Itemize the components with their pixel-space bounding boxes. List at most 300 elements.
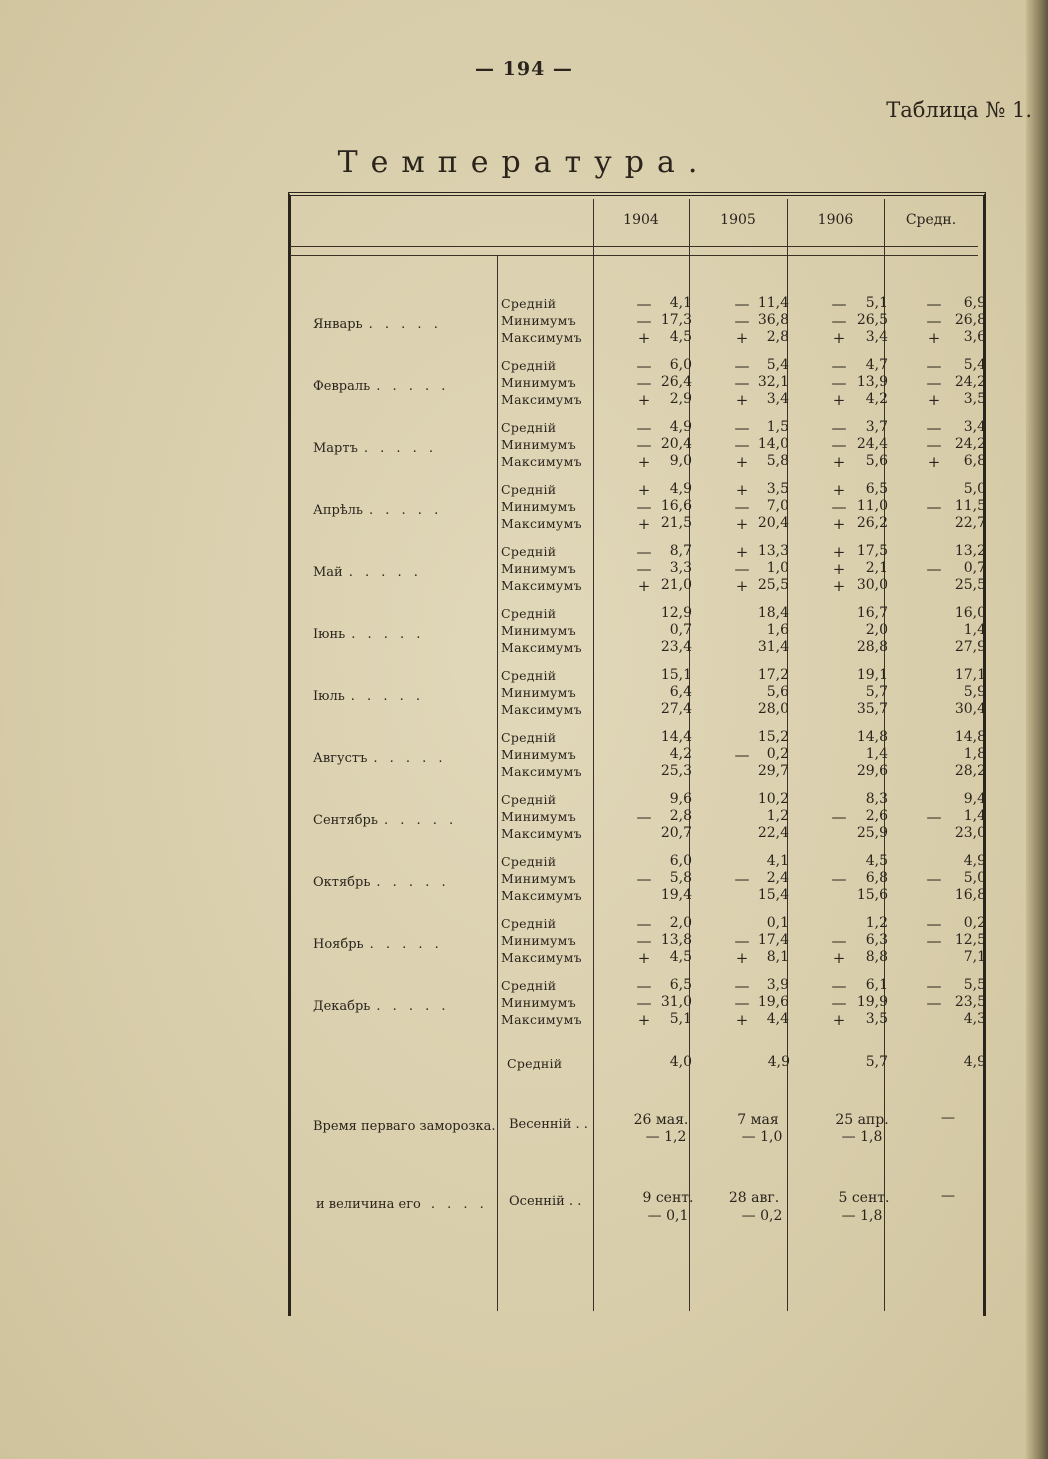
stat-label: Средній: [501, 668, 557, 683]
data-cell: 6,1: [865, 977, 888, 993]
minus-sign: —: [636, 808, 652, 826]
data-cell: 4,5: [669, 949, 692, 965]
data-cell: 9,6: [669, 791, 692, 807]
frost-magnitude-label: и величина его . . . .: [316, 1197, 488, 1212]
leader-dots: . . . . .: [383, 813, 458, 828]
data-cell: 5,9: [963, 684, 986, 700]
frost-autumn-date-1905: 28 авг.: [728, 1190, 780, 1206]
data-cell: 5,4: [766, 357, 789, 373]
plus-sign: +: [832, 329, 846, 347]
stat-label: Минимумъ: [501, 437, 576, 452]
stat-label: Максимумъ: [501, 702, 582, 717]
stat-label: Средній: [501, 854, 557, 869]
stat-label: Максимумъ: [501, 950, 582, 965]
minus-sign: —: [831, 994, 847, 1012]
data-cell: 6,3: [865, 932, 888, 948]
data-cell: 11,4: [757, 295, 789, 311]
annual-mean-label: Средній: [507, 1056, 563, 1071]
data-cell: 5,1: [865, 295, 888, 311]
plus-sign: +: [637, 481, 651, 499]
stat-label: Минимумъ: [501, 623, 576, 638]
minus-sign: —: [734, 357, 750, 375]
data-cell: 24,4: [856, 436, 888, 452]
data-cell: 5,4: [963, 357, 986, 373]
frost-spring-label: Весенній . .: [509, 1117, 588, 1132]
leader-dots: . . . . .: [348, 565, 422, 580]
data-cell: 28,2: [954, 763, 986, 779]
data-cell: 32,1: [757, 374, 789, 390]
leader-dots: . . . . .: [369, 503, 443, 518]
data-cell: 16,6: [660, 498, 692, 514]
frost-spring-value-1904: — 1,2: [645, 1129, 687, 1145]
plus-sign: +: [832, 560, 846, 578]
data-cell: 26,4: [660, 374, 692, 390]
stat-label: Средній: [501, 420, 557, 435]
data-cell: 12,9: [660, 605, 692, 621]
data-cell: 27,4: [660, 701, 692, 717]
data-cell: 27,9: [954, 639, 986, 655]
data-cell: 5,6: [766, 684, 789, 700]
data-cell: 1,8: [963, 746, 986, 762]
minus-sign: —: [636, 357, 652, 375]
data-cell: 6,0: [669, 853, 692, 869]
data-cell: 24,2: [954, 436, 986, 452]
month-label: [313, 751, 447, 766]
plus-sign: +: [637, 1011, 651, 1029]
stat-label: Максимумъ: [501, 330, 582, 345]
stat-label: Средній: [501, 358, 557, 373]
data-cell: 1,2: [766, 808, 789, 824]
plus-sign: +: [832, 949, 846, 967]
plus-sign: +: [735, 1011, 749, 1029]
data-cell: 10,2: [757, 791, 789, 807]
frost-autumn-value-1905: — 0,2: [741, 1208, 783, 1224]
data-cell: 21,0: [660, 577, 692, 593]
minus-sign: —: [636, 560, 652, 578]
frost-spring-value-1905: — 1,0: [741, 1129, 783, 1145]
minus-sign: —: [926, 498, 942, 516]
data-cell: 1,4: [865, 746, 888, 762]
data-cell: 5,7: [865, 684, 888, 700]
data-cell: 4,9: [669, 419, 692, 435]
data-cell: 31,4: [757, 639, 789, 655]
data-cell: 19,4: [660, 887, 692, 903]
month-label: [313, 627, 424, 642]
data-cell: 8,1: [766, 949, 789, 965]
page-edge-shadow: [1026, 0, 1048, 1459]
minus-sign: —: [636, 543, 652, 561]
column-header-mean: Средн.: [905, 212, 957, 228]
frost-autumn-label: Осенній . .: [509, 1194, 582, 1209]
data-cell: 2,6: [865, 808, 888, 824]
minus-sign: —: [926, 977, 942, 995]
stat-label: Минимумъ: [501, 375, 576, 390]
column-divider: [497, 255, 498, 1311]
data-cell: 2,8: [766, 329, 789, 345]
data-cell: 4,2: [669, 746, 692, 762]
data-cell: 16,7: [856, 605, 888, 621]
stat-label: Средній: [501, 978, 557, 993]
minus-sign: —: [734, 374, 750, 392]
plus-sign: +: [735, 515, 749, 533]
data-cell: 36,8: [757, 312, 789, 328]
data-cell: 7,1: [963, 949, 986, 965]
plus-sign: +: [735, 329, 749, 347]
minus-sign: —: [636, 915, 652, 933]
minus-sign: —: [831, 357, 847, 375]
data-cell: 0,2: [963, 915, 986, 931]
data-cell: 17,1: [954, 667, 986, 683]
data-cell: 5,0: [963, 481, 986, 497]
data-cell: 25,9: [856, 825, 888, 841]
data-cell: 8,7: [669, 543, 692, 559]
plus-sign: +: [735, 453, 749, 471]
plus-sign: +: [637, 391, 651, 409]
column-divider: [593, 199, 594, 1311]
data-cell: 7,0: [766, 498, 789, 514]
column-header-1904: 1904: [623, 212, 659, 228]
stat-label: Минимумъ: [501, 499, 576, 514]
annual-mean-1905: 4,9: [767, 1054, 790, 1070]
data-cell: 14,4: [660, 729, 692, 745]
month-label: [313, 689, 424, 704]
data-cell: 1,6: [766, 622, 789, 638]
data-cell: 3,6: [963, 329, 986, 345]
data-cell: 16,8: [954, 887, 986, 903]
data-cell: 6,8: [963, 453, 986, 469]
minus-sign: —: [734, 498, 750, 516]
data-cell: 3,3: [669, 560, 692, 576]
data-cell: 15,2: [757, 729, 789, 745]
stat-label: Максимумъ: [501, 516, 582, 531]
data-cell: 2,8: [669, 808, 692, 824]
plus-sign: +: [637, 949, 651, 967]
plus-sign: +: [735, 949, 749, 967]
minus-sign: —: [636, 870, 652, 888]
data-cell: 8,8: [865, 949, 888, 965]
stat-label: Максимумъ: [501, 888, 582, 903]
data-cell: 0,2: [766, 746, 789, 762]
data-cell: 6,0: [669, 357, 692, 373]
month-label: [313, 317, 442, 332]
data-cell: 6,9: [963, 295, 986, 311]
data-cell: 4,5: [669, 329, 692, 345]
data-cell: 4,1: [766, 853, 789, 869]
header-rule: [290, 246, 978, 247]
data-cell: 0,7: [669, 622, 692, 638]
data-cell: 9,4: [963, 791, 986, 807]
minus-sign: —: [831, 808, 847, 826]
minus-sign: —: [831, 312, 847, 330]
annual-mean-1904: 4,0: [669, 1054, 692, 1070]
plus-sign: +: [735, 577, 749, 595]
data-cell: 3,4: [766, 391, 789, 407]
data-cell: 26,5: [856, 312, 888, 328]
data-cell: 30,0: [856, 577, 888, 593]
minus-sign: —: [926, 295, 942, 313]
minus-sign: —: [636, 374, 652, 392]
minus-sign: —: [926, 357, 942, 375]
data-cell: 3,4: [865, 329, 888, 345]
plus-sign: +: [735, 543, 749, 561]
data-cell: 30,4: [954, 701, 986, 717]
minus-sign: —: [636, 977, 652, 995]
minus-sign: —: [926, 808, 942, 826]
minus-sign: —: [926, 419, 942, 437]
data-cell: 13,3: [757, 543, 789, 559]
data-cell: 23,4: [660, 639, 692, 655]
month-label: [313, 875, 450, 890]
data-cell: 29,6: [856, 763, 888, 779]
leader-dots: . . . . .: [368, 317, 442, 332]
leader-dots: . . . . .: [351, 627, 425, 642]
data-cell: 17,5: [856, 543, 888, 559]
minus-sign: —: [636, 295, 652, 313]
data-cell: 3,5: [963, 391, 986, 407]
plus-sign: +: [832, 453, 846, 471]
month-name: Февраль: [313, 379, 371, 394]
data-cell: 2,0: [865, 622, 888, 638]
stat-label: Максимумъ: [501, 764, 582, 779]
data-cell: 29,7: [757, 763, 789, 779]
minus-sign: —: [734, 295, 750, 313]
minus-sign: —: [734, 419, 750, 437]
column-header-1906: 1906: [817, 212, 854, 228]
data-cell: 5,1: [669, 1011, 692, 1027]
data-cell: 0,1: [766, 915, 789, 931]
stat-label: Максимумъ: [501, 454, 582, 469]
data-cell: 2,0: [669, 915, 692, 931]
month-name: Апрѣль: [313, 503, 364, 518]
plus-sign: +: [927, 391, 941, 409]
data-cell: 1,0: [766, 560, 789, 576]
table-number: Таблица № 1.: [886, 98, 1032, 122]
leader-dots: . . . . .: [369, 937, 443, 952]
stat-label: Минимумъ: [501, 313, 576, 328]
plus-sign: +: [832, 1011, 846, 1029]
minus-sign: —: [831, 374, 847, 392]
stat-label: Максимумъ: [501, 392, 582, 407]
stat-label: Средній: [501, 730, 557, 745]
data-cell: 5,8: [766, 453, 789, 469]
data-cell: 4,7: [865, 357, 888, 373]
minus-sign: —: [636, 419, 652, 437]
minus-sign: —: [926, 870, 942, 888]
data-cell: 6,8: [865, 870, 888, 886]
frost-spring-date-1904: 26 мая.: [633, 1112, 689, 1128]
data-cell: 17,4: [757, 932, 789, 948]
month-name: Іюль: [313, 689, 345, 704]
frost-spring-mean: —: [941, 1110, 955, 1126]
data-cell: 3,5: [865, 1011, 888, 1027]
leader-dots: . . . . .: [373, 751, 447, 766]
data-cell: 11,5: [954, 498, 986, 514]
minus-sign: —: [831, 977, 847, 995]
stat-label: Средній: [501, 916, 557, 931]
data-cell: 5,5: [963, 977, 986, 993]
stat-label: Минимумъ: [501, 809, 576, 824]
data-cell: 4,9: [669, 481, 692, 497]
minus-sign: —: [734, 312, 750, 330]
leader-dots: . . . . .: [363, 441, 438, 456]
leader-dots: . . . . .: [350, 689, 424, 704]
data-cell: 4,9: [963, 853, 986, 869]
data-cell: 2,4: [766, 870, 789, 886]
plus-sign: +: [637, 577, 651, 595]
data-cell: 1,2: [865, 915, 888, 931]
month-label: [313, 999, 450, 1014]
data-cell: 19,6: [757, 994, 789, 1010]
stat-label: Максимумъ: [501, 1012, 582, 1027]
frost-spring-value-1906: — 1,8: [841, 1129, 883, 1145]
plus-sign: +: [735, 391, 749, 409]
data-cell: 1,5: [766, 419, 789, 435]
column-header-1905: 1905: [720, 212, 756, 228]
plus-sign: +: [927, 453, 941, 471]
minus-sign: —: [926, 374, 942, 392]
data-cell: 12,5: [954, 932, 986, 948]
month-name: Декабрь: [313, 999, 371, 1014]
data-cell: 3,4: [963, 419, 986, 435]
minus-sign: —: [636, 312, 652, 330]
data-cell: 21,5: [660, 515, 692, 531]
stat-label: Минимумъ: [501, 995, 576, 1010]
data-cell: 20,4: [757, 515, 789, 531]
data-cell: 22,7: [954, 515, 986, 531]
leader-dots: . . . . .: [376, 999, 450, 1014]
stat-label: Минимумъ: [501, 561, 576, 576]
stat-label: Минимумъ: [501, 747, 576, 762]
plus-sign: +: [927, 329, 941, 347]
minus-sign: —: [831, 419, 847, 437]
stat-label: Максимумъ: [501, 578, 582, 593]
data-cell: 4,1: [669, 295, 692, 311]
frost-autumn-date-1904: 9 сент.: [642, 1190, 694, 1206]
data-cell: 6,5: [669, 977, 692, 993]
data-cell: 24,2: [954, 374, 986, 390]
data-cell: 18,4: [757, 605, 789, 621]
data-cell: 3,7: [865, 419, 888, 435]
header-rule-2: [290, 255, 978, 256]
minus-sign: —: [734, 436, 750, 454]
data-cell: 26,8: [954, 312, 986, 328]
frost-autumn-value-1906: — 1,8: [841, 1208, 883, 1224]
data-cell: 8,3: [865, 791, 888, 807]
plus-sign: +: [832, 391, 846, 409]
month-name: Май: [313, 565, 343, 580]
data-cell: 5,0: [963, 870, 986, 886]
data-cell: 17,2: [757, 667, 789, 683]
minus-sign: —: [734, 870, 750, 888]
data-cell: 23,0: [954, 825, 986, 841]
minus-sign: —: [926, 994, 942, 1012]
data-cell: 28,8: [856, 639, 888, 655]
month-label: [313, 813, 457, 828]
data-cell: 25,3: [660, 763, 692, 779]
minus-sign: —: [831, 870, 847, 888]
minus-sign: —: [926, 312, 942, 330]
minus-sign: —: [734, 994, 750, 1012]
stat-label: Минимумъ: [501, 871, 576, 886]
data-cell: 19,1: [856, 667, 888, 683]
minus-sign: —: [734, 932, 750, 950]
stat-label: Максимумъ: [501, 640, 582, 655]
month-label: [313, 937, 443, 952]
data-cell: 5,8: [669, 870, 692, 886]
data-cell: 11,0: [856, 498, 888, 514]
data-cell: 4,5: [865, 853, 888, 869]
minus-sign: —: [636, 932, 652, 950]
plus-sign: +: [637, 515, 651, 533]
data-cell: 6,5: [865, 481, 888, 497]
page-number: — 194 —: [475, 58, 573, 80]
minus-sign: —: [926, 560, 942, 578]
data-cell: 4,3: [963, 1011, 986, 1027]
frost-label: Время перваго заморозка.: [313, 1119, 496, 1134]
data-cell: 1,4: [963, 808, 986, 824]
minus-sign: —: [734, 977, 750, 995]
minus-sign: —: [734, 560, 750, 578]
frost-autumn-mean: —: [941, 1188, 955, 1204]
month-name: Мартъ: [313, 441, 358, 456]
plus-sign: +: [832, 543, 846, 561]
month-name: Сентябрь: [313, 813, 378, 828]
data-cell: 17,3: [660, 312, 692, 328]
plus-sign: +: [637, 453, 651, 471]
month-label: [313, 441, 437, 456]
data-cell: 9,0: [669, 453, 692, 469]
data-cell: 6,4: [669, 684, 692, 700]
data-cell: 22,4: [757, 825, 789, 841]
month-label: [313, 379, 449, 394]
data-cell: 28,0: [757, 701, 789, 717]
data-cell: 20,7: [660, 825, 692, 841]
plus-sign: +: [832, 481, 846, 499]
minus-sign: —: [926, 932, 942, 950]
month-name: Январь: [313, 317, 363, 332]
data-cell: 31,0: [660, 994, 692, 1010]
data-cell: 35,7: [856, 701, 888, 717]
minus-sign: —: [636, 436, 652, 454]
stat-label: Минимумъ: [501, 685, 576, 700]
stat-label: Средній: [501, 296, 557, 311]
frost-autumn-date-1906: 5 сент.: [838, 1190, 890, 1206]
frost-autumn-value-1904: — 0,1: [647, 1208, 689, 1224]
data-cell: 15,1: [660, 667, 692, 683]
data-cell: 25,5: [757, 577, 789, 593]
minus-sign: —: [831, 436, 847, 454]
month-label: [313, 503, 442, 518]
plus-sign: +: [735, 481, 749, 499]
plus-sign: +: [832, 577, 846, 595]
stat-label: Минимумъ: [501, 933, 576, 948]
data-cell: 13,8: [660, 932, 692, 948]
data-cell: 25,5: [954, 577, 986, 593]
data-cell: 19,9: [856, 994, 888, 1010]
stat-label: Средній: [501, 792, 557, 807]
minus-sign: —: [831, 932, 847, 950]
data-cell: 16,0: [954, 605, 986, 621]
annual-mean-1906: 5,7: [865, 1054, 888, 1070]
data-cell: 4,2: [865, 391, 888, 407]
data-cell: 13,9: [856, 374, 888, 390]
month-name: Ноябрь: [313, 937, 364, 952]
month-name: Августъ: [313, 751, 368, 766]
data-cell: 4,4: [766, 1011, 789, 1027]
plus-sign: +: [832, 515, 846, 533]
data-cell: 1,4: [963, 622, 986, 638]
table-title: Температура.: [337, 145, 711, 180]
